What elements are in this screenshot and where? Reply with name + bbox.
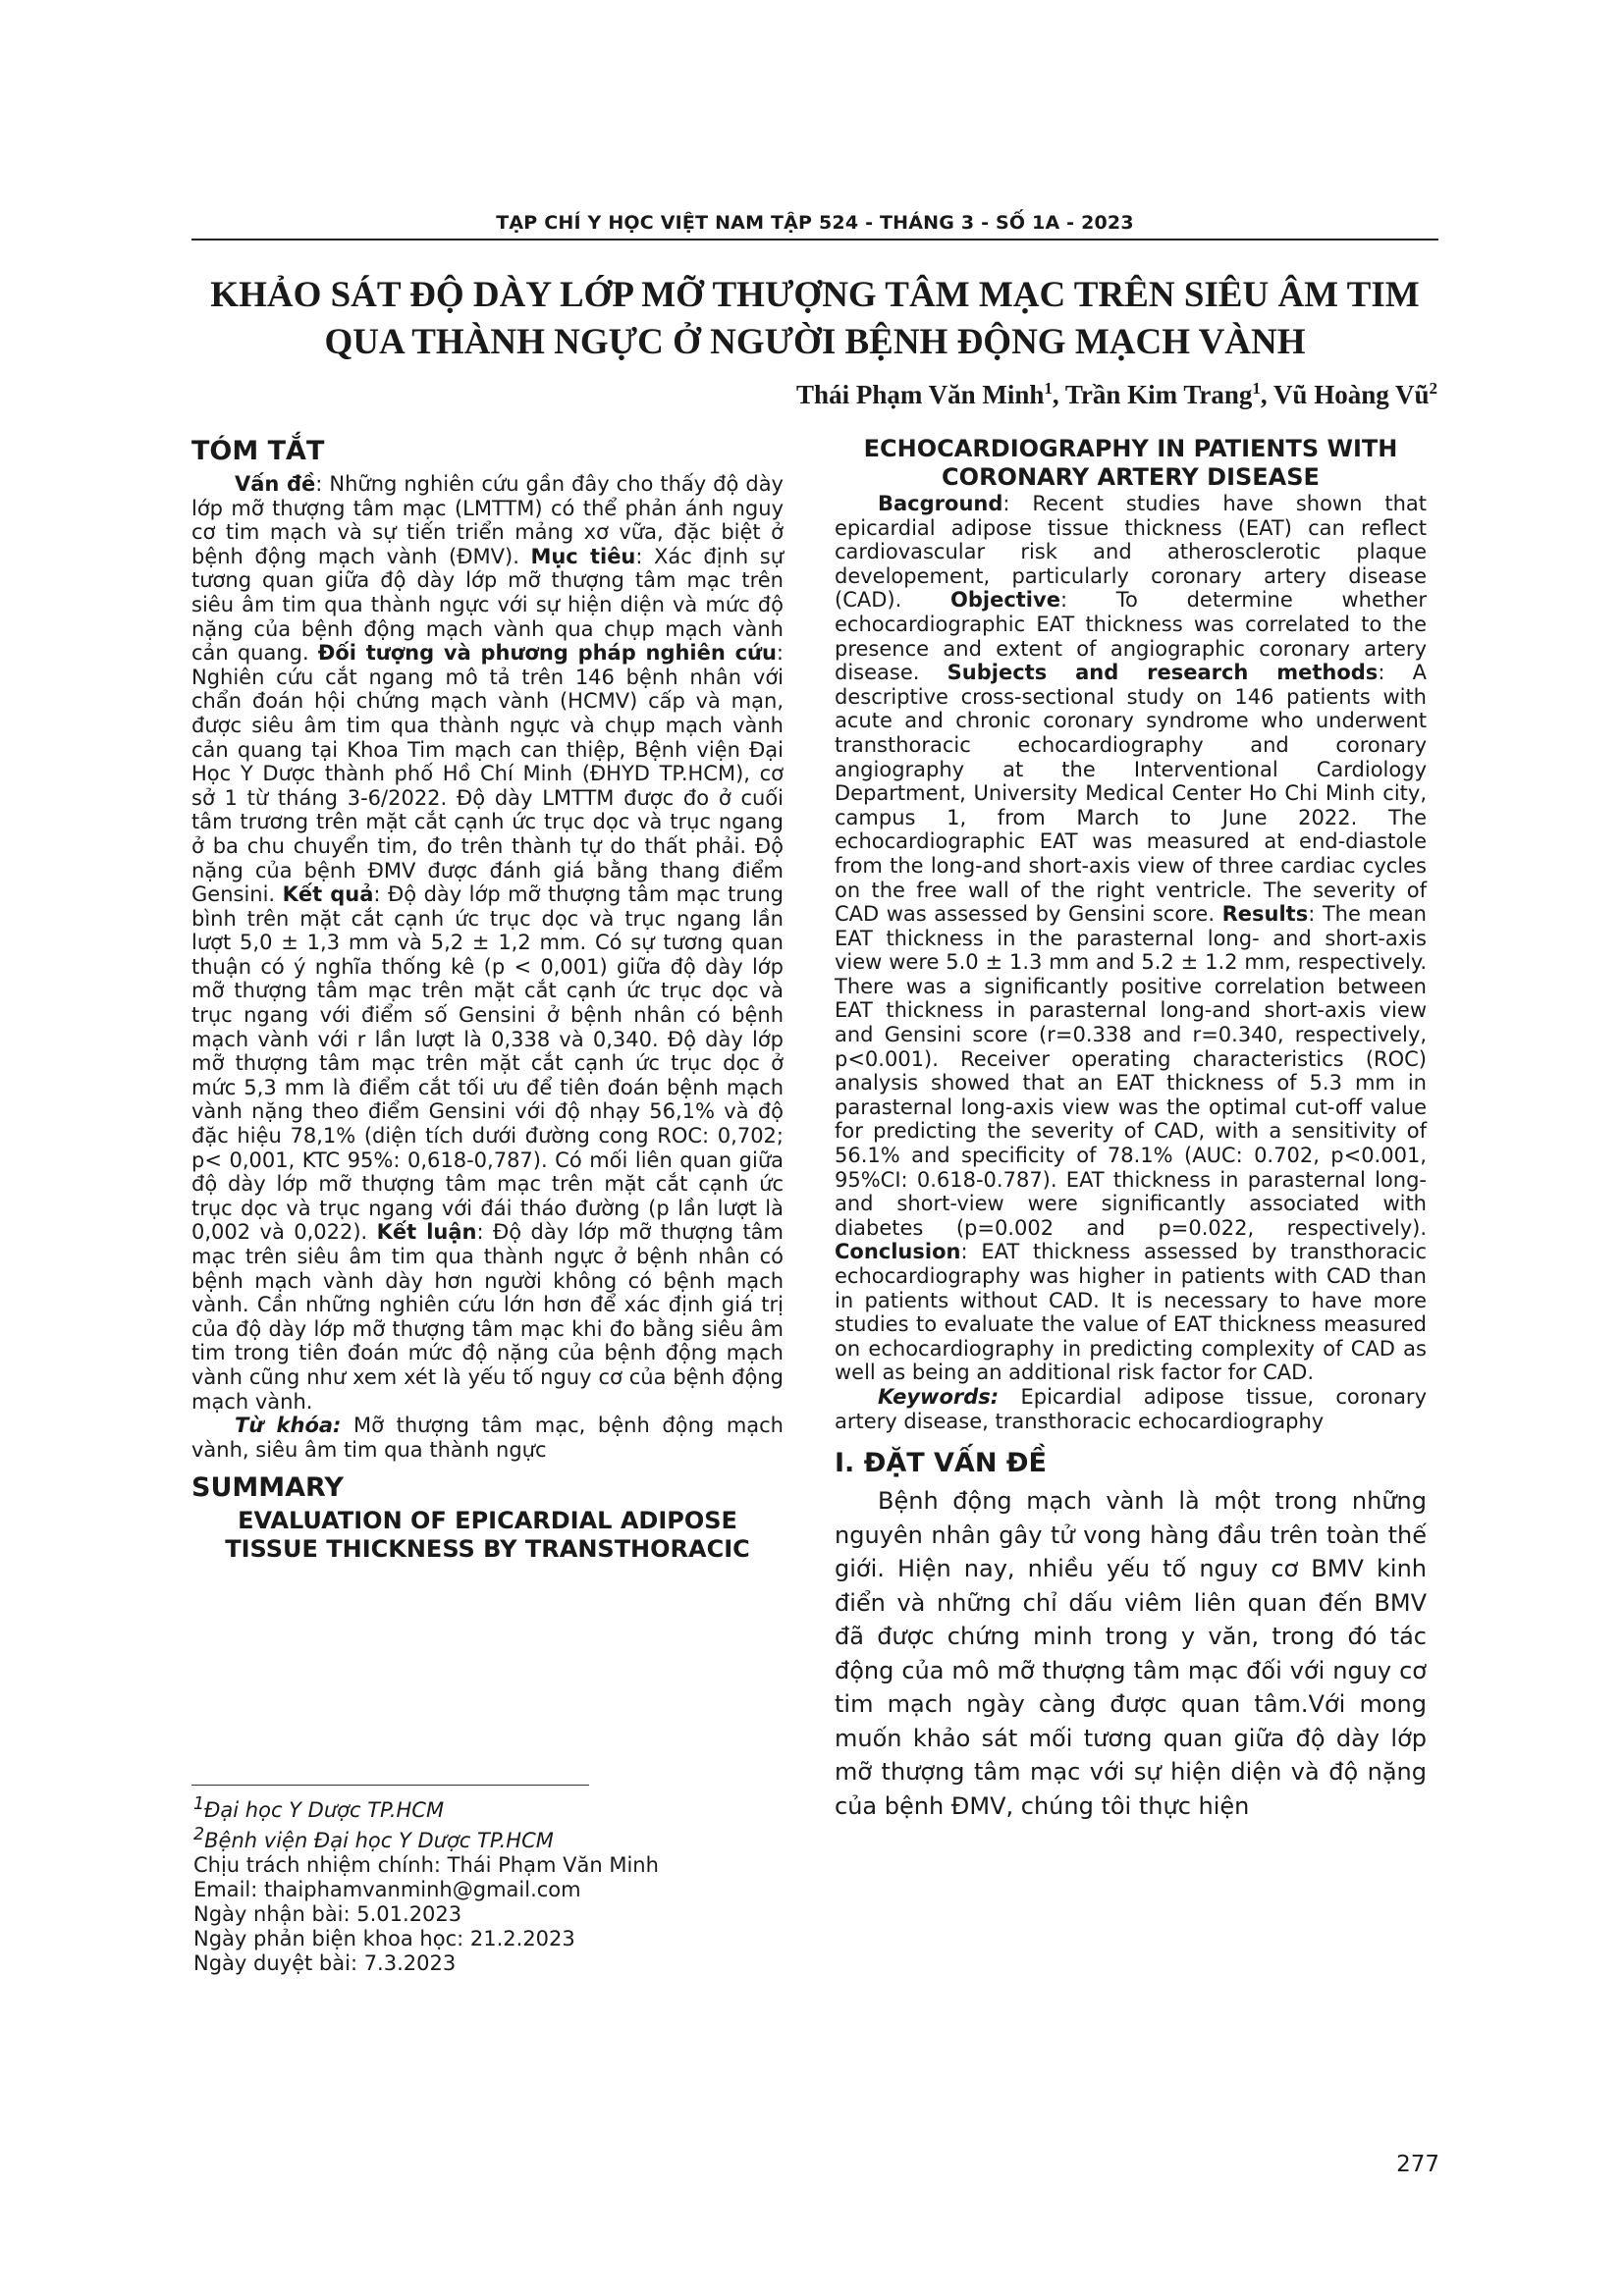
author-list: Thái Phạm Văn Minh$^1$, Trần Kim Trang$^1$, Vũ Hoàng $Vũ^2$	[796, 379, 1437, 409]
english-abstract: Bacground: Recent studies have shown that epicardial adipose tissue thickness (EAT) can reflect cardiovascular risk and atherosclerotic plaque developement, particularly coronary artery disease (CAD). Objective: To determine whether echocardiographic EAT thickness was correlated to the presence and extent of angiographic coronary artery disease. Subjects and research methods: A descriptive cross-sectional study on 146 patients with acute and chronic coronary syndrome who underwent transthoracic echocardiography and coronary angiography at the Interventional Cardiology Department, University Medical Center Ho Chi Minh city, campus 1, from March to June 2022. The echocardiographic EAT was measured at end-diastole from the long-and short-axis view of three cardiac cycles on the free wall of the right ventricle. The severity of CAD was assessed by Gensini score. Results: The mean EAT thickness in the parasternal long- and short-axis view were 5.0 ± 1.3 mm and 5.2 ± 1.2 mm, respectively. There was a significantly positive correlation between EAT thickness in parasternal long-and short-axis view and Gensini score (r=0.338 and r=0.340, respectively, p<0.001). Receiver operating characteristics (ROC) analysis showed that an EAT thickness of 5.3 mm in parasternal long-axis view was the optimal cut-off value for predicting the severity of CAD, with a sensitivity of 56.1% and specificity of 78.1% (AUC: 0.702, p<0.001, 95%CI: 0.618-0.787). EAT thickness in parasternal long-and short-view were significantly associated with diabetes (p=0.002 and p=0.022, respectively). Conclusion: EAT thickness assessed by transthoracic echocardiography was higher in patients with CAD than in patients without CAD. It is necessary to have more studies to evaluate the value of EAT thickness measured on echocardiography in predicting complexity of CAD as well as being an additional risk factor for CAD.	[835, 492, 1428, 1385]
keywords-label-en: Keywords:	[878, 1384, 1000, 1409]
journal-header: TẠP CHÍ Y HỌC VIỆT NAM TẬP 524 - THÁNG 3 - SỐ 1A - 2023	[496, 212, 1134, 234]
title-line-1: KHẢO SÁT ĐỘ DÀY LỚP MỠ THƯỢNG TÂM MẠC TRÊN SIÊU ÂM TIM	[210, 275, 1420, 315]
received-date: Ngày nhận bài: 5.01.2023	[193, 1902, 462, 1926]
english-keywords: Keywords: Epicardial adipose tissue, coronary artery disease, transthoracic echocardiography	[835, 1384, 1427, 1433]
abstract-label-muc-tieu: Mục tiêu	[530, 544, 636, 568]
abstract-label-conclusion: Conclusion	[835, 1240, 961, 1264]
abstract-label-doi-tuong: Đối tượng và phương pháp nghiên cứu	[317, 641, 777, 666]
title-line-2: QUA THÀNH NGỰC Ở NGƯỜI BỆNH ĐỘNG MẠCH VÀNH	[324, 322, 1306, 362]
abstract-label-objective: Objective	[950, 588, 1060, 613]
author-affiliation-mark: 1	[1044, 379, 1053, 398]
author-name: Vũ Hoàng Vũ	[1272, 380, 1430, 409]
author-affiliation-mark: 1	[1252, 379, 1261, 398]
right-column	[835, 435, 1427, 1823]
author-name: Thái Phạm Văn Minh	[796, 380, 1045, 409]
article-title	[157, 272, 1473, 366]
english-title-part-1: EVALUATION OF EPICARDIAL ADIPOSE TISSUE THICKNESS BY TRANSTHORACIC	[225, 1507, 750, 1564]
header-divider	[191, 239, 1438, 240]
vietnamese-keywords: Từ khóa: Mỡ thượng tâm mạc, bệnh động mạch vành, siêu âm tim qua thành ngực	[191, 1414, 784, 1462]
author-affiliation-mark: 2	[1429, 379, 1437, 398]
section-1-body: Bệnh động mạch vành là một trong những nguyên nhân gây tử vong hàng đầu trên toàn thế giới. Hiện nay, nhiều yếu tố nguy cơ BMV kinh điển và những chỉ dấu viêm liên quan đến BMV đã được chứng minh trong y văn, trong đó tác động của mô mỡ thượng tâm mạc đối với nguy cơ tim mạch ngày càng được quan tâm.Với mong muốn khảo sát mối tương quan giữa độ dày lớp mỡ thượng tâm mạc với sự hiện diện và độ nặng của bệnh ĐMV, chúng tôi thực hiện	[835, 1487, 1427, 1820]
corresponding-email: Email: thaiphamvanminh@gmail.com	[193, 1878, 581, 1901]
footnotes	[193, 1792, 783, 1976]
author-name: Trần Kim Trang	[1064, 380, 1253, 409]
left-column	[191, 435, 784, 1564]
review-date: Ngày phản biện khoa học: 21.2.2023	[193, 1927, 575, 1950]
affiliation-1: $^1$Đại học Y Dược TP.HCM	[193, 1794, 445, 1822]
abstract-label-results: Results	[1221, 902, 1309, 927]
abstract-label-methods: Subjects and research methods	[947, 661, 1379, 685]
abstract-label-ket-qua: Kết quả	[282, 882, 374, 907]
corresponding-author: Chịu trách nhiệm chính: Thái Phạm Văn Minh	[193, 1853, 659, 1877]
abstract-label-ket-luan: Kết luận	[376, 1220, 477, 1245]
accepted-date: Ngày duyệt bài: 7.3.2023	[193, 1951, 457, 1975]
abstract-label-van-de: Vấn đề	[235, 472, 316, 496]
summary-heading: SUMMARY	[191, 1472, 344, 1504]
vietnamese-abstract: Vấn đề: Những nghiên cứu gần đây cho thấy độ dày lớp mỡ thượng tâm mạc (LMTTM) có thể phản ánh nguy cơ tim mạch và sự tiến triển mảng xơ vữa, đặc biệt ở bệnh động mạch vành (ĐMV). Mục tiêu: Xác định sự tương quan giữa độ dày lớp mỡ thượng tâm mạc trên siêu âm tim qua thành ngực với sự hiện diện và mức độ nặng của bệnh động mạch vành qua chụp mạch vành cản quang. Đối tượng và phương pháp nghiên cứu: Nghiên cứu cắt ngang mô tả trên 146 bệnh nhân với chẩn đoán hội chứng mạch vành (HCMV) cấp và mạn, được siêu âm tim qua thành ngực và chụp mạch vành cản quang tại Khoa Tim mạch can thiệp, Bệnh viện Đại Học Y Dược thành phố Hồ Chí Minh (ĐHYD TP.HCM), cơ sở 1 từ tháng 3-6/2022. Độ dày LMTTM được đo ở cuối tâm trương trên mặt cắt cạnh ức trục dọc và trục ngang ở ba chu chuyển tim, đo trên thành tự do thất phải. Độ nặng của bệnh ĐMV được đánh giá bằng thang điểm Gensini. Kết quả: Độ dày lớp mỡ thượng tâm mạc trung bình trên mặt cắt cạnh ức trục dọc và trục ngang lần lượt 5,0 ± 1,3 mm và 5,2 ± 1,2 mm. Có sự tương quan thuận có ý nghĩa thống kê (p < 0,001) giữa độ dày lớp mỡ thượng tâm mạc trên mặt cắt cạnh ức trục dọc và trục ngang với điểm số Gensini ở bệnh nhân có bệnh mạch vành với r lần lượt là 0,338 và 0,340. Độ dày lớp mỡ thượng tâm mạc trên mặt cắt cạnh ức trục dọc ở mức 5,3 mm là điểm cắt tối ưu để tiên đoán bệnh mạch vành nặng theo điểm Gensini với độ nhạy 56,1% và độ đặc hiệu 78,1% (diện tích dưới đường cong ROC: 0,702; p< 0,001, KTC 95%: 0,618-0,787). Có mối liên quan giữa độ dày lớp mỡ thượng tâm mạc trên mặt cắt cạnh ức trục dọc và trục ngang với đái tháo đường (p lần lượt là 0,002 và 0,022). Kết luận: Độ dày lớp mỡ thượng tâm mạc trên siêu âm tim qua thành ngực ở bệnh nhân có bệnh mạch vành dày hơn người không có bệnh mạch vành. Cần những nghiên cứu lớn hơn để xác định giá trị của độ dày lớp mỡ thượng tâm mạc khi đo bằng siêu âm tim trong tiên đoán mức độ nặng của bệnh động mạch vành cũng như xem xét là yếu tố nguy cơ của bệnh động mạch vành.	[191, 472, 785, 1414]
section-1-heading: I. ĐẶT VẤN ĐỀ	[835, 1448, 1047, 1479]
vietnamese-abstract-heading: TÓM TẮT	[191, 436, 325, 466]
keywords-label: Từ khóa:	[235, 1414, 342, 1438]
english-title-part-2: ECHOCARDIOGRAPHY IN PATIENTS WITH CORONARY ARTERY DISEASE	[863, 435, 1398, 491]
page-number: 277	[1396, 2152, 1439, 2177]
affiliation-2: $^2$Bệnh viện Đại học Y Dược TP.HCM	[193, 1825, 554, 1852]
footnote-divider	[191, 1785, 589, 1786]
abstract-label-background: Bacground	[878, 492, 1003, 515]
